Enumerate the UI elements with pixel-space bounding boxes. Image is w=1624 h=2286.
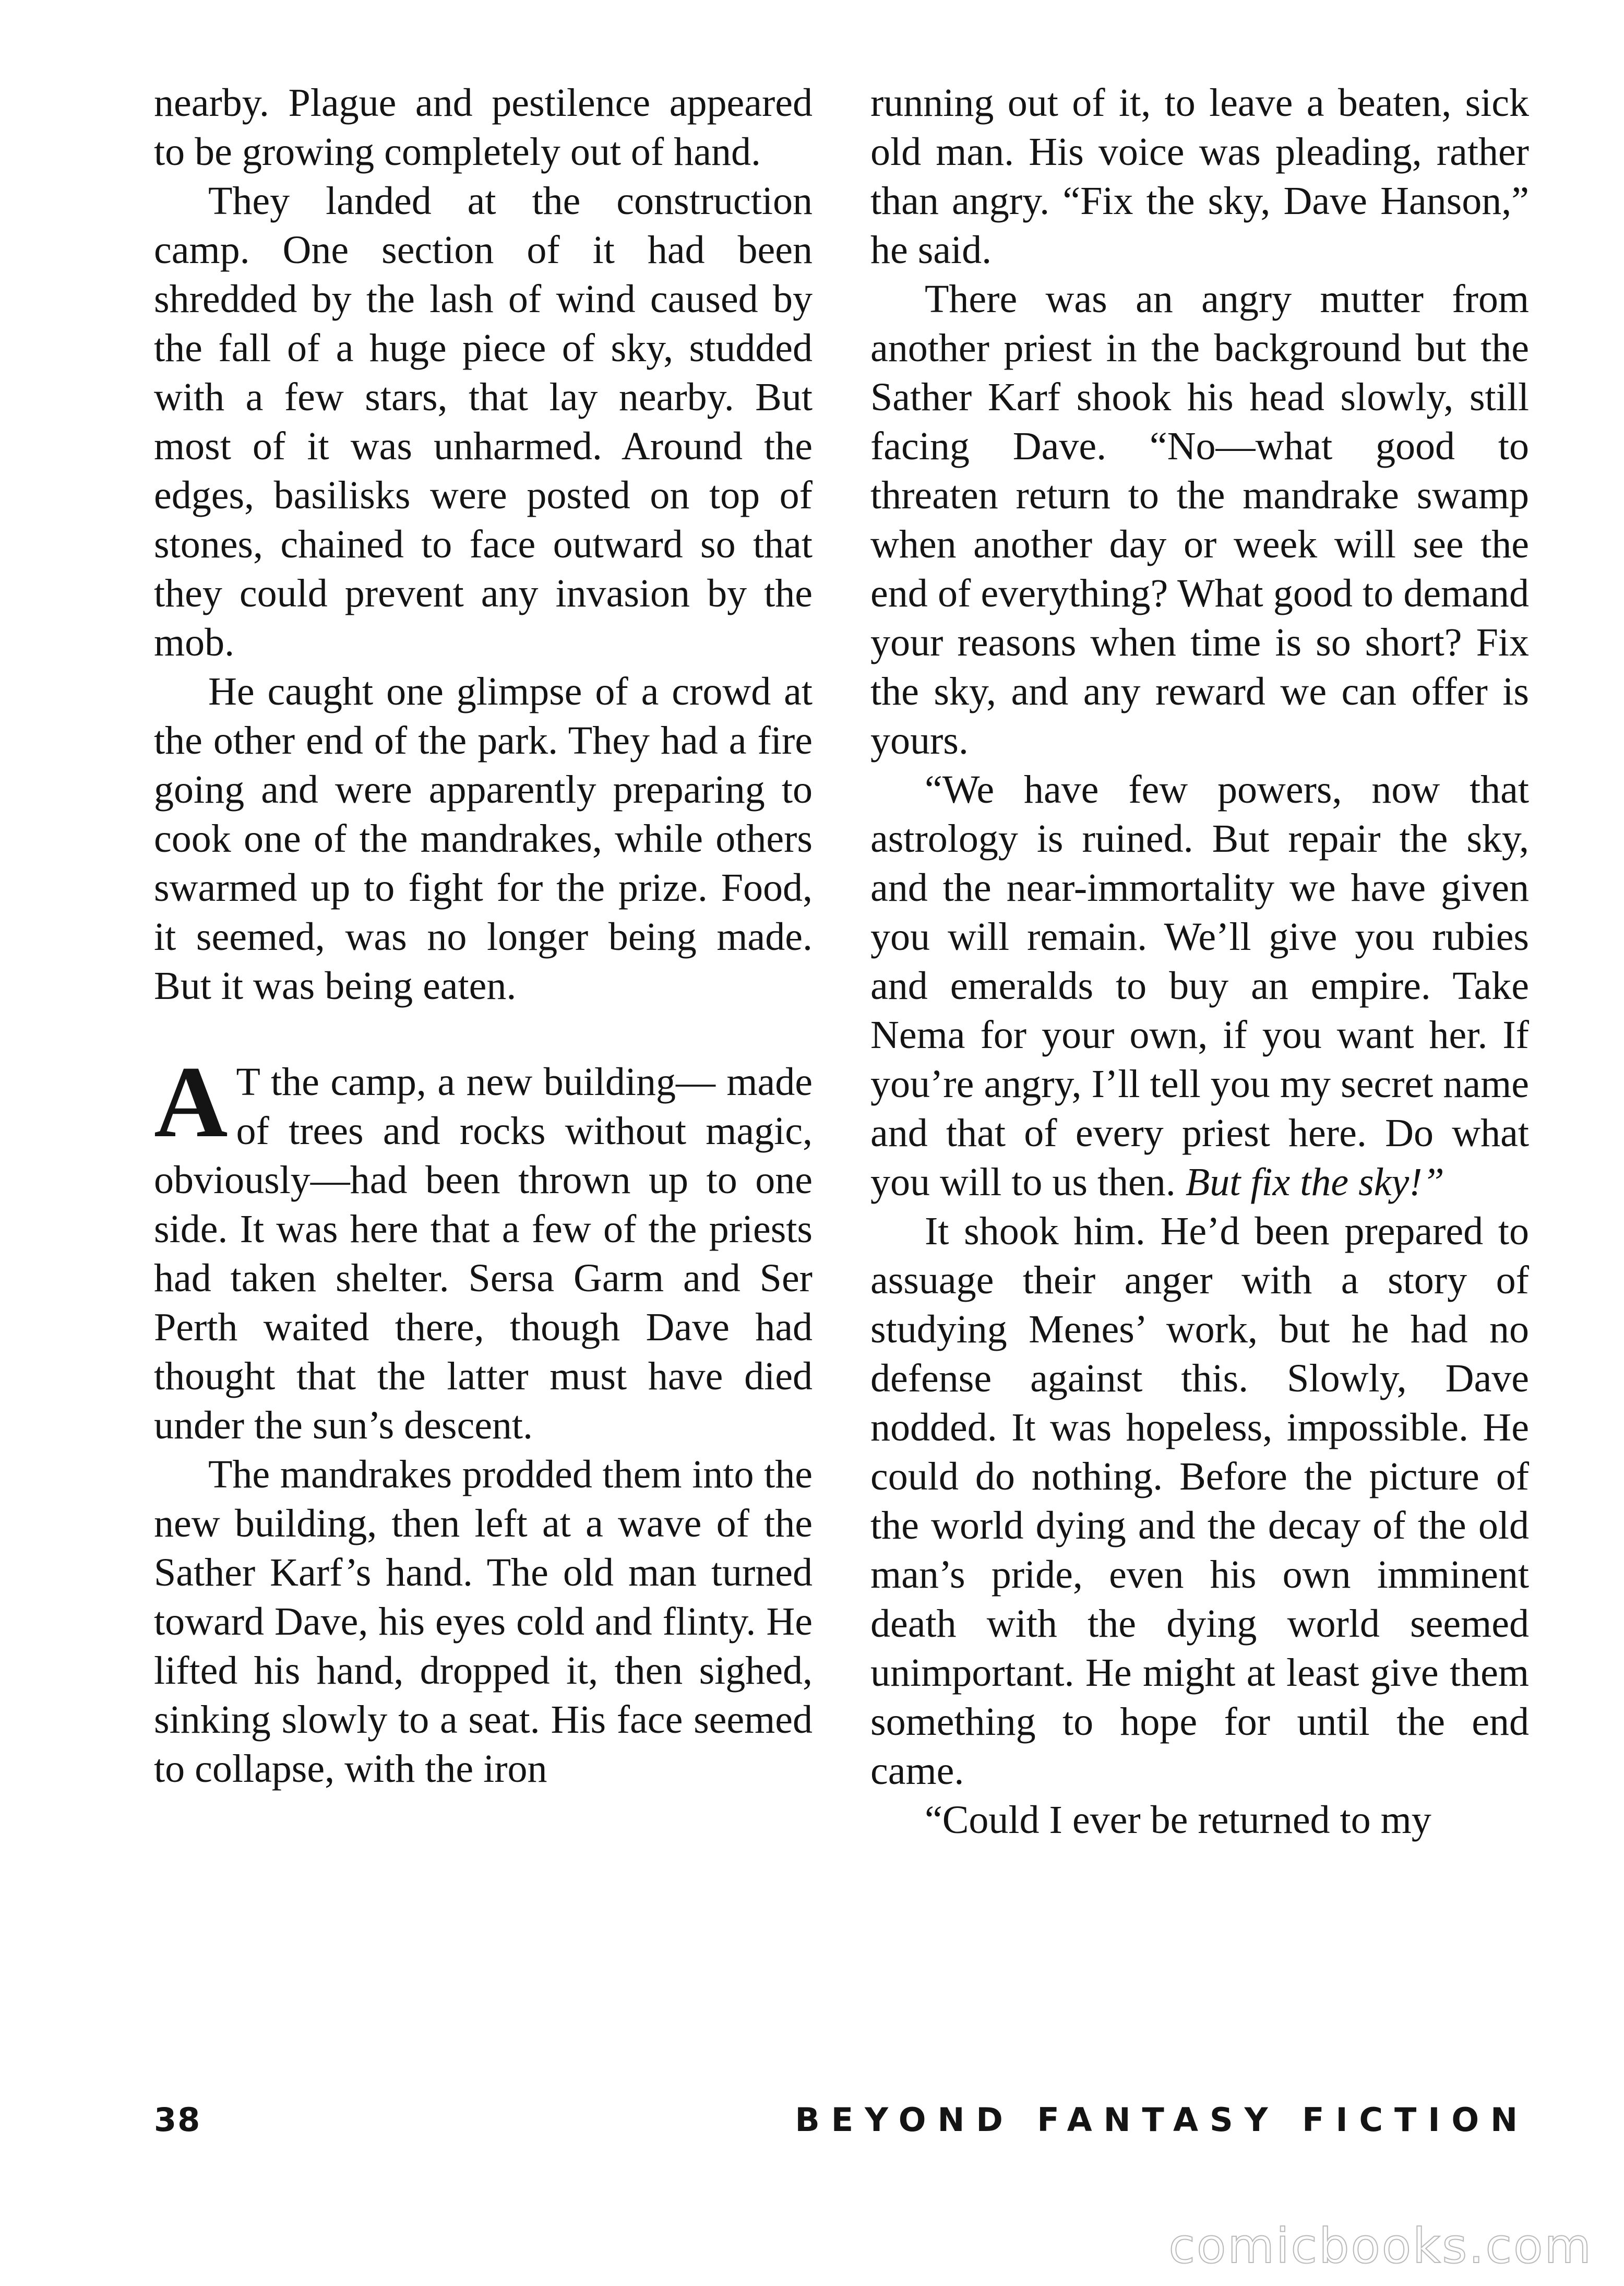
italic-emphasis: But fix the sky!” xyxy=(1185,1160,1444,1204)
drop-cap-letter: A xyxy=(154,1045,228,1159)
left-text-column xyxy=(154,78,813,1793)
drop-cap-lead-text: T the camp, a new building— xyxy=(236,1060,715,1104)
paragraph: There was an angry mutter from another priest in the background but the Sather Karf shook his head slowly, still facing Dave. “No—what good to threaten return to the mandrake swamp when another day or week will see the end of everything? What good to demand your reasons when time is so short? Fix the sky, and any reward we can offer is yours. xyxy=(870,277,1529,763)
paragraph-with-drop-cap xyxy=(154,1045,813,1450)
right-text-column xyxy=(870,78,1529,1844)
paragraph: It shook him. He’d been prepared to assuage their anger with a story of studying Menes’ work, but he had no defense against this. Slowly, Dave nodded. It was hopeless, impossible. He could do nothing. Before the picture of the world dying and the decay of the old man’s pride, even his own imminent death with the dying world seemed unimportant. He might at least give them something to hope for until the end came. xyxy=(870,1209,1529,1793)
paragraph: nearby. Plague and pestilence appeared to be growing completely out of hand. xyxy=(154,81,813,174)
paragraph-text: “We have few powers, now that astrology is ruined. But repair the sky, and the near-immortality we have given you will remain. We’ll give you rubies and emeralds to buy an empire. Take Nema for your own, if you want her. If you’re angry, I’ll tell you my secret name and that of every priest here. Do what you will to us then. xyxy=(870,768,1529,1204)
paragraph: They landed at the construction camp. One section of it had been shredded by the lash of wind caused by the fall of a huge piece of sky, studded with a few stars, that lay nearby. But most of it was unharmed. Around the edges, basilisks were posted on top of stones, chained to face outward so that they could prevent any invasion by the mob. xyxy=(154,179,813,664)
paragraph xyxy=(870,765,1529,1207)
section-break xyxy=(154,1010,813,1057)
magazine-title: BEYOND FANTASY FICTION xyxy=(795,2101,1529,2139)
paragraph: The mandrakes prodded them into the new building, then left at a wave of the Sather Karf’s hand. The old man turned toward Dave, his eyes cold and flinty. He lifted his hand, dropped it, then sighed, sinking slowly to a seat. His face seemed to collapse, with the iron xyxy=(154,1452,813,1791)
page-footer xyxy=(154,2101,1529,2148)
paragraph: running out of it, to leave a beaten, sick old man. His voice was pleading, rather than angry. “Fix the sky, Dave Hanson,” he said. xyxy=(870,81,1529,272)
paragraph: “Could I ever be returned to my xyxy=(925,1798,1431,1842)
watermark: comicbooks.com xyxy=(1168,2218,1593,2274)
paragraph-text: made of trees and rocks without magic, obviously—had been thrown up to one side. It was here that a few of the priests had taken shelter. Sersa Garm and Ser Perth waited there, though Dave had thought that the latter must have died under the sun’s descent. xyxy=(154,1060,813,1447)
paragraph: He caught one glimpse of a crowd at the other end of the park. They had a fire going and were apparently preparing to cook one of the mandrakes, while others swarmed up to fight for the prize. Food, it seemed, was no longer being made. But it was being eaten. xyxy=(154,670,813,1008)
page-number: 38 xyxy=(154,2101,201,2139)
